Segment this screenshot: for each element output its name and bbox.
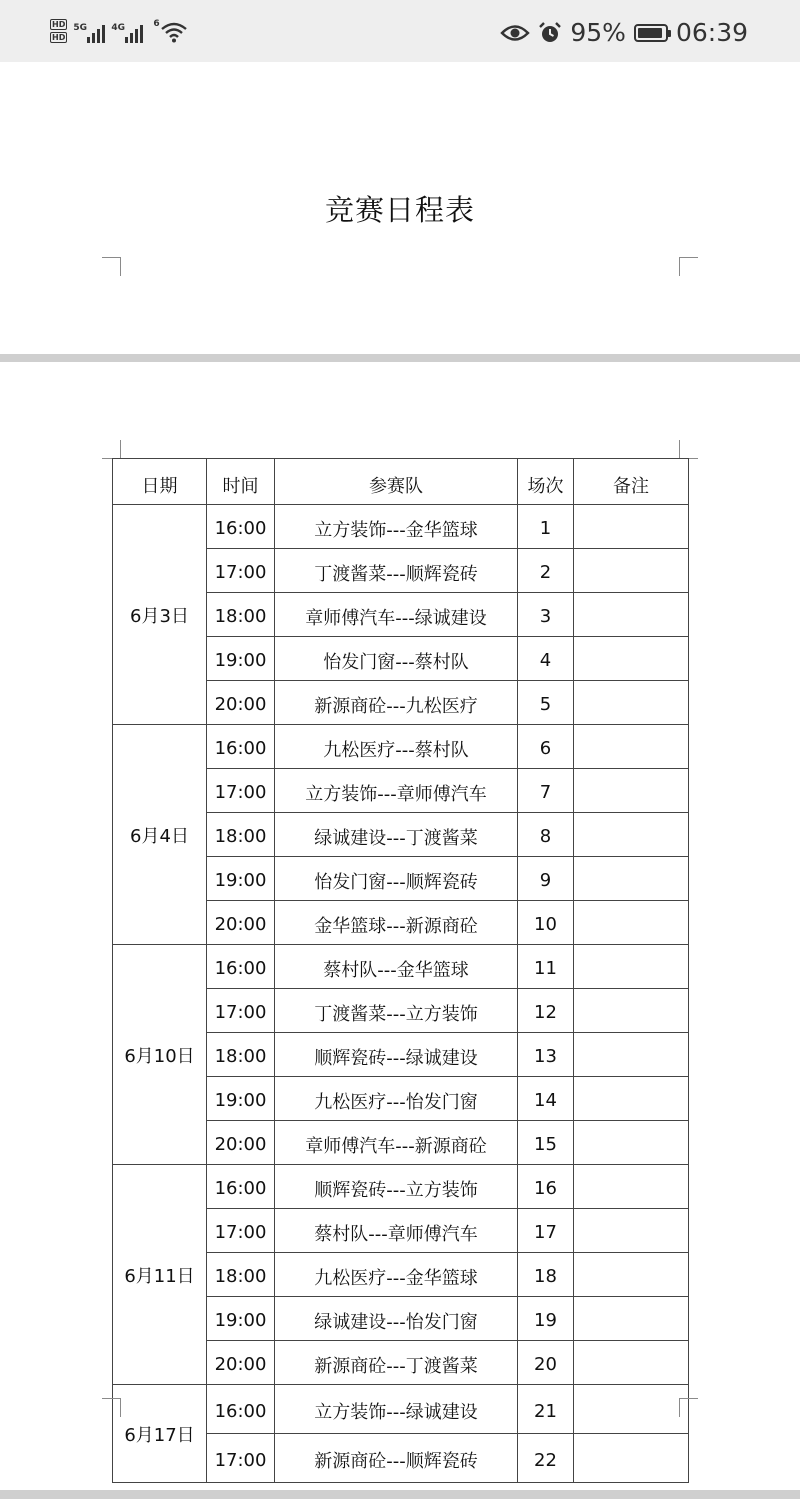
- teams-cell: 九松医疗---金华篮球: [275, 1253, 518, 1297]
- teams-cell: 金华篮球---新源商砼: [275, 901, 518, 945]
- round-cell: 17: [518, 1209, 574, 1253]
- note-cell: [574, 989, 689, 1033]
- time-cell: 16:00: [207, 1385, 275, 1434]
- teams-cell: 怡发门窗---顺辉瓷砖: [275, 857, 518, 901]
- note-cell: [574, 1209, 689, 1253]
- page-separator: [0, 354, 800, 362]
- round-cell: 22: [518, 1434, 574, 1483]
- wifi-icon: [153, 21, 189, 43]
- time-cell: 18:00: [207, 1253, 275, 1297]
- note-cell: [574, 813, 689, 857]
- header-date: 日期: [113, 459, 207, 505]
- teams-cell: 九松医疗---蔡村队: [275, 725, 518, 769]
- page-margin-corner: [679, 257, 698, 276]
- teams-cell: 立方装饰---金华篮球: [275, 505, 518, 549]
- round-cell: 2: [518, 549, 574, 593]
- time-cell: 18:00: [207, 593, 275, 637]
- eye-icon: [500, 23, 530, 43]
- status-bar: [0, 0, 800, 62]
- note-cell: [574, 637, 689, 681]
- teams-cell: 蔡村队---金华篮球: [275, 945, 518, 989]
- schedule-table: [112, 458, 689, 1483]
- time-cell: 20:00: [207, 901, 275, 945]
- round-cell: 19: [518, 1297, 574, 1341]
- round-cell: 4: [518, 637, 574, 681]
- header-time: 时间: [207, 459, 275, 505]
- page-margin-corner: [679, 1398, 698, 1417]
- note-cell: [574, 1385, 689, 1434]
- teams-cell: 新源商砼---九松医疗: [275, 681, 518, 725]
- time-cell: 17:00: [207, 989, 275, 1033]
- time-cell: 17:00: [207, 1209, 275, 1253]
- teams-cell: 顺辉瓷砖---绿诚建设: [275, 1033, 518, 1077]
- hd-badge: HD: [52, 33, 66, 42]
- date-cell: 6月4日: [113, 725, 207, 945]
- note-cell: [574, 593, 689, 637]
- round-cell: 1: [518, 505, 574, 549]
- round-cell: 8: [518, 813, 574, 857]
- hd-badges: [50, 19, 67, 43]
- time-cell: 16:00: [207, 945, 275, 989]
- note-cell: [574, 1165, 689, 1209]
- round-cell: 12: [518, 989, 574, 1033]
- alarm-icon: [538, 21, 562, 45]
- round-cell: 5: [518, 681, 574, 725]
- teams-cell: 怡发门窗---蔡村队: [275, 637, 518, 681]
- round-cell: 6: [518, 725, 574, 769]
- signal-icon: [111, 25, 143, 43]
- note-cell: [574, 1253, 689, 1297]
- time-cell: 20:00: [207, 1341, 275, 1385]
- note-cell: [574, 945, 689, 989]
- clock-time: 06:39: [675, 18, 748, 47]
- date-cell: 6月10日: [113, 945, 207, 1165]
- table-row: [113, 1165, 689, 1209]
- round-cell: 20: [518, 1341, 574, 1385]
- time-cell: 17:00: [207, 1434, 275, 1483]
- page-separator: [0, 1490, 800, 1499]
- network-type-label: 5G: [73, 23, 87, 33]
- note-cell: [574, 505, 689, 549]
- round-cell: 15: [518, 1121, 574, 1165]
- time-cell: 17:00: [207, 769, 275, 813]
- note-cell: [574, 1297, 689, 1341]
- time-cell: 20:00: [207, 681, 275, 725]
- note-cell: [574, 1341, 689, 1385]
- header-note: 备注: [574, 459, 689, 505]
- page-margin-corner: [102, 440, 121, 459]
- page-margin-corner: [679, 440, 698, 459]
- round-cell: 3: [518, 593, 574, 637]
- signal-icon: [73, 25, 105, 43]
- time-cell: 18:00: [207, 1033, 275, 1077]
- teams-cell: 绿诚建设---怡发门窗: [275, 1297, 518, 1341]
- time-cell: 19:00: [207, 1297, 275, 1341]
- teams-cell: 新源商砼---丁渡酱菜: [275, 1341, 518, 1385]
- date-cell: 6月11日: [113, 1165, 207, 1385]
- note-cell: [574, 857, 689, 901]
- teams-cell: 丁渡酱菜---立方装饰: [275, 989, 518, 1033]
- teams-cell: 丁渡酱菜---顺辉瓷砖: [275, 549, 518, 593]
- note-cell: [574, 1033, 689, 1077]
- teams-cell: 绿诚建设---丁渡酱菜: [275, 813, 518, 857]
- header-round: 场次: [518, 459, 574, 505]
- time-cell: 19:00: [207, 857, 275, 901]
- time-cell: 16:00: [207, 725, 275, 769]
- date-cell: 6月17日: [113, 1385, 207, 1483]
- round-cell: 18: [518, 1253, 574, 1297]
- round-cell: 7: [518, 769, 574, 813]
- teams-cell: 立方装饰---绿诚建设: [275, 1385, 518, 1434]
- note-cell: [574, 769, 689, 813]
- page-margin-corner: [102, 1398, 121, 1417]
- time-cell: 16:00: [207, 1165, 275, 1209]
- round-cell: 11: [518, 945, 574, 989]
- time-cell: 19:00: [207, 1077, 275, 1121]
- time-cell: 19:00: [207, 637, 275, 681]
- teams-cell: 蔡村队---章师傅汽车: [275, 1209, 518, 1253]
- note-cell: [574, 725, 689, 769]
- network-type-label: 4G: [111, 23, 125, 33]
- document-title: 竞赛日程表: [324, 193, 475, 227]
- round-cell: 21: [518, 1385, 574, 1434]
- note-cell: [574, 1121, 689, 1165]
- table-row: [113, 1385, 689, 1434]
- round-cell: 16: [518, 1165, 574, 1209]
- table-row: [113, 725, 689, 769]
- teams-cell: 顺辉瓷砖---立方装饰: [275, 1165, 518, 1209]
- teams-cell: 新源商砼---顺辉瓷砖: [275, 1434, 518, 1483]
- time-cell: 18:00: [207, 813, 275, 857]
- note-cell: [574, 681, 689, 725]
- status-right: [500, 18, 748, 47]
- teams-cell: 立方装饰---章师傅汽车: [275, 769, 518, 813]
- battery-icon: [634, 24, 668, 42]
- hd-badge: HD: [52, 20, 66, 29]
- page-margin-corner: [102, 257, 121, 276]
- time-cell: 16:00: [207, 505, 275, 549]
- teams-cell: 章师傅汽车---绿诚建设: [275, 593, 518, 637]
- table-header-row: [113, 459, 689, 505]
- table-row: [113, 505, 689, 549]
- round-cell: 13: [518, 1033, 574, 1077]
- note-cell: [574, 549, 689, 593]
- note-cell: [574, 1077, 689, 1121]
- round-cell: 14: [518, 1077, 574, 1121]
- header-teams: 参赛队: [275, 459, 518, 505]
- round-cell: 10: [518, 901, 574, 945]
- time-cell: 17:00: [207, 549, 275, 593]
- time-cell: 20:00: [207, 1121, 275, 1165]
- note-cell: [574, 1434, 689, 1483]
- round-cell: 9: [518, 857, 574, 901]
- table-row: [113, 945, 689, 989]
- note-cell: [574, 901, 689, 945]
- teams-cell: 九松医疗---怡发门窗: [275, 1077, 518, 1121]
- wifi-label: 6: [153, 19, 160, 29]
- teams-cell: 章师傅汽车---新源商砼: [275, 1121, 518, 1165]
- battery-percent: 95%: [570, 18, 626, 47]
- status-left: [50, 19, 189, 43]
- date-cell: 6月3日: [113, 505, 207, 725]
